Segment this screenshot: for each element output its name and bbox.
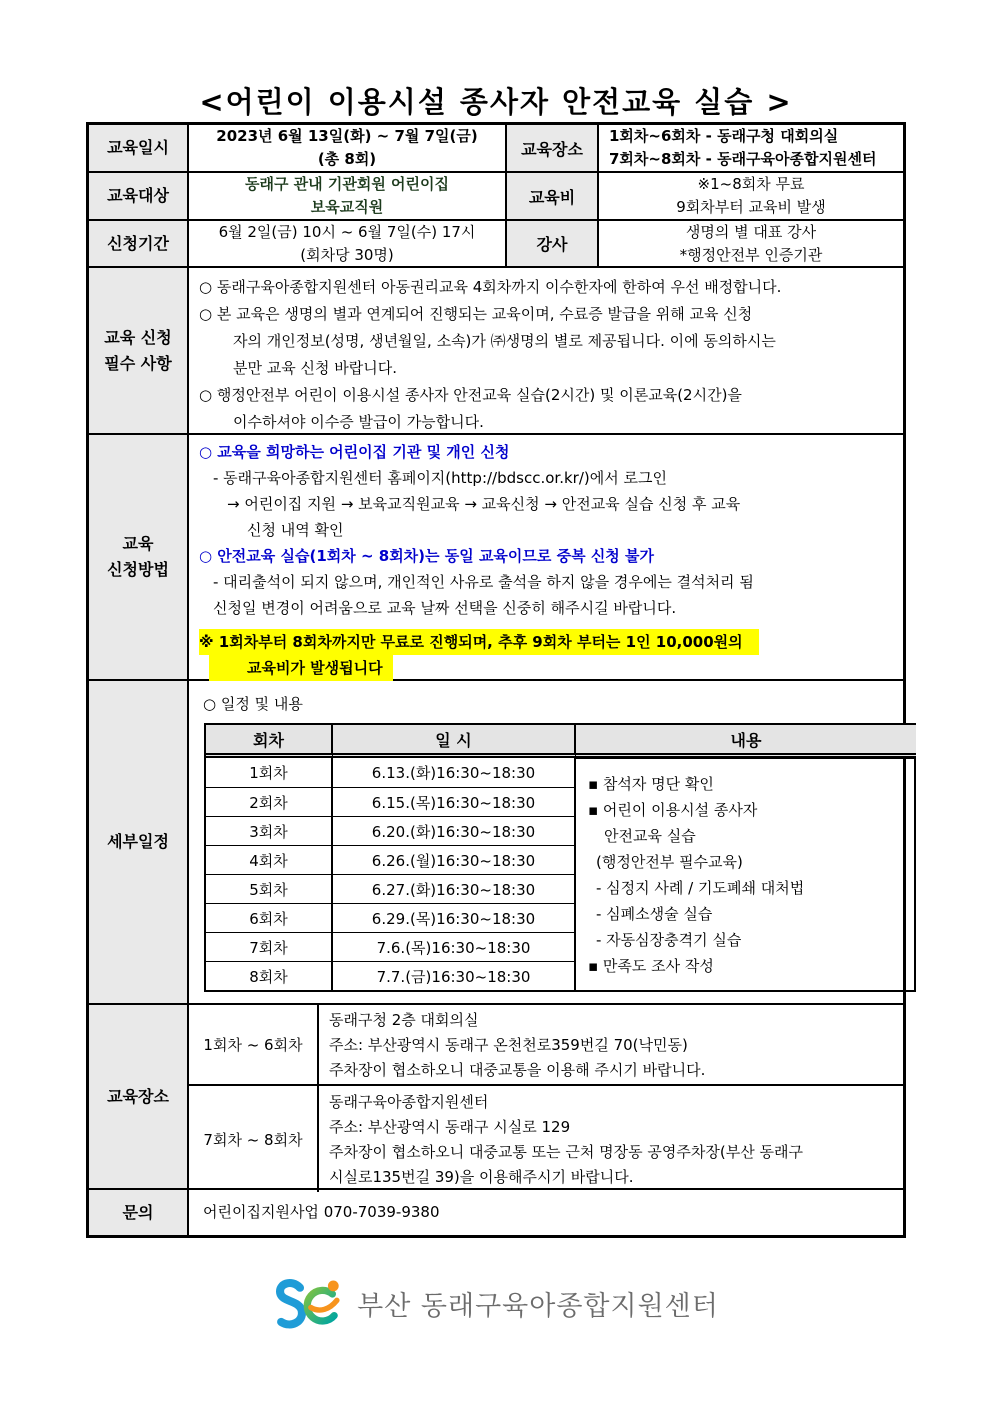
session-cell: 1회차 [206,758,333,787]
table-row-schedule-date [89,125,903,173]
venue-description [319,1005,903,1084]
table-row-contact [89,1190,903,1235]
apply-line: ○ 교육을 희망하는 어린이집 기관 및 개인 신청 [199,443,510,461]
datetime-cell: 6.13.(화)16:30~18:30 [333,758,576,787]
cell-fee [599,173,903,219]
venue-line: 동래구육아종합지원센터 [329,1093,489,1111]
schedule-intro: ○ 일정 및 내용 [203,695,303,713]
content-line: - 자동심장충격기 실습 [596,930,742,949]
cell-contact [189,1190,903,1235]
label-text: 교육비 [528,187,576,207]
venue-line: 주차장이 협소하오니 대중교통 또는 근처 명장동 공영주차장(부산 동래구 [329,1143,803,1161]
datetime-cell: 7.6.(목)16:30~18:30 [333,932,576,961]
venue-line: 시실로135번길 39)을 이용해주시기 바랍니다. [329,1168,634,1186]
row-label-target [89,173,189,219]
table-row-target [89,173,903,221]
table-row-detail-schedule [89,681,903,1005]
venue-rows [189,1005,903,1188]
footer-logo-text: 부산 동래구육아종합지원센터 [357,1290,719,1322]
venue-line: 주차장이 협소하오니 대중교통을 이용해 주시기 바랍니다. [329,1061,706,1079]
cell-text: ※1~8회차 무료 [697,175,805,193]
venue-session-range: 1회차 ~ 6회차 [189,1005,319,1084]
column-header-session: 회차 [206,725,333,758]
venue-row-1-6 [189,1005,903,1086]
cell-text: 2023년 6월 13일(화) ~ 7월 7일(금) [216,127,478,145]
cell-text: 6월 2일(금) 10시 ~ 6월 7일(수) 17시 [218,222,476,241]
apply-line: ○ 안전교육 실습(1회차 ~ 8회차)는 동일 교육이므로 중복 신청 불가 [199,547,655,565]
cell-text: 동래구 관내 기관회원 어린이집 [244,175,450,193]
center-logo-icon [273,1274,345,1332]
venue-line: 주소: 부산광역시 동래구 온천천로359번길 70(낙민동) [329,1036,688,1054]
session-cell: 7회차 [206,932,333,961]
cell-edu-date [189,125,507,171]
requirement-line: 자의 개인정보(성명, 생년월일, 소속)가 ㈜생명의 별로 제공됩니다. 이에 동의하시는 [233,332,776,350]
session-cell: 5회차 [206,874,333,903]
contact-text: 어린이집지원사업 070-7039-9380 [203,1203,440,1221]
row-label-edu-date [89,125,189,171]
table-row-apply-method [89,435,903,681]
apply-line: → 어린이집 지원 → 보육교직원교육 → 교육신청 → 안전교육 실습 신청 후 교육 [227,495,741,513]
fee-notice-line: ※ 1회차부터 8회차까지만 무료로 진행되며, 추후 9회차 부터는 1인 10,000원의 [199,629,759,655]
footer-logo [0,1274,992,1332]
schedule-table [204,723,916,992]
content-line: - 심정지 사례 / 기도폐쇄 대처법 [596,878,805,897]
page-title: <어린이 이용시설 종사자 안전교육 실습 > [199,85,793,119]
row-label-contact [89,1190,189,1235]
label-text: 교육 신청 [104,327,172,347]
content-line: ▪ 어린이 이용시설 종사자 [588,800,758,819]
label-text: 교육 [122,534,154,553]
requirement-line: 이수하셔야 이수증 발급이 가능합니다. [233,413,484,431]
content-line: 안전교육 실습 [604,826,696,845]
row-label-detail-schedule [89,681,189,1003]
row-label-fee [507,173,599,219]
fee-notice [199,629,895,681]
cell-requirements [189,268,903,433]
label-text: 강사 [536,235,568,254]
session-cell: 3회차 [206,816,333,845]
row-label-apply-period [89,221,189,266]
session-cell: 2회차 [206,787,333,816]
requirement-line: ○ 동래구육아종합지원센터 아동권리교육 4회차까지 이수한자에 한하여 우선 배정합니다. [199,278,782,296]
venue-description [319,1086,903,1192]
cell-text: 생명의 별 대표 강사 [685,222,817,241]
cell-text: *행정안전부 인증기관 [679,245,823,264]
label-text: 교육장소 [107,1086,169,1106]
row-label-venue [89,1005,189,1188]
label-text: 교육대상 [107,186,169,205]
row-label-requirements [89,268,189,433]
cell-instructor [599,221,903,266]
session-cell: 8회차 [206,961,333,990]
table-row-apply-period [89,221,903,268]
label-text: 교육일시 [107,138,169,157]
label-text: 문의 [122,1202,154,1222]
table-row-venue [89,1005,903,1190]
label-text: 신청기간 [107,233,169,253]
datetime-cell: 6.27.(화)16:30~18:30 [333,874,576,903]
content-line: - 심폐소생술 실습 [596,904,713,923]
apply-line: - 동래구육아종합지원센터 홈페이지(http://bdscc.or.kr/)에서 로그인 [213,469,667,487]
apply-line: 신청 내역 확인 [247,521,344,539]
row-label-instructor [507,221,599,266]
column-header-content: 내용 [576,725,916,758]
venue-line: 동래구청 2층 대회의실 [329,1011,479,1029]
content-line: ▪ 만족도 조사 작성 [588,956,714,975]
cell-edu-place [599,125,903,171]
cell-text: 보육교직원 [310,198,384,216]
datetime-cell: 6.20.(화)16:30~18:30 [333,816,576,845]
requirement-line: 분만 교육 신청 바랍니다. [233,359,397,377]
column-header-datetime: 일 시 [333,725,576,758]
cell-detail-schedule [189,681,916,1003]
label-text: 필수 사항 [104,353,172,373]
cell-apply-method [189,435,903,679]
label-text: 교육장소 [521,139,583,159]
fee-notice-line: 교육비가 발생됩니다 [209,655,393,681]
venue-session-range: 7회차 ~ 8회차 [189,1086,319,1192]
datetime-cell: 6.15.(목)16:30~18:30 [333,787,576,816]
datetime-cell: 7.7.(금)16:30~18:30 [333,961,576,990]
content-line: (행정안전부 필수교육) [596,852,743,871]
info-table [86,122,906,1238]
session-cell: 6회차 [206,903,333,932]
label-text: 세부일정 [107,832,169,851]
cell-text: (총 8회) [317,150,377,168]
session-cell: 4회차 [206,845,333,874]
schedule-content-cell [576,758,916,990]
apply-line: - 대리출석이 되지 않으며, 개인적인 사유로 출석을 하지 않을 경우에는 결석처리 됨 [213,573,754,591]
row-label-edu-place [507,125,599,171]
requirement-line: ○ 행정안전부 어린이 이용시설 종사자 안전교육 실습(2시간) 및 이론교육(2시간)을 [199,386,742,404]
cell-apply-period [189,221,507,266]
content-line: ▪ 참석자 명단 확인 [588,774,714,793]
apply-line: 신청일 변경이 어려움으로 교육 날짜 선택을 신중히 해주시길 바랍니다. [213,599,677,617]
label-text: 신청방법 [107,560,169,579]
datetime-cell: 6.26.(월)16:30~18:30 [333,845,576,874]
datetime-cell: 6.29.(목)16:30~18:30 [333,903,576,932]
table-row-requirements [89,268,903,435]
cell-text: 9회차부터 교육비 발생 [676,198,826,216]
venue-line: 주소: 부산광역시 동래구 시실로 129 [329,1118,571,1136]
cell-text: 7회차~8회차 - 동래구육아종합지원센터 [609,150,877,168]
cell-text: (회차당 30명) [300,245,394,264]
cell-target [189,173,507,219]
venue-row-7-8 [189,1086,903,1192]
requirement-line: ○ 본 교육은 생명의 별과 연계되어 진행되는 교육이며, 수료증 발급을 위해 교육 신청 [199,305,753,323]
cell-text: 1회차~6회차 - 동래구청 대회의실 [609,127,839,145]
row-label-apply-method [89,435,189,679]
